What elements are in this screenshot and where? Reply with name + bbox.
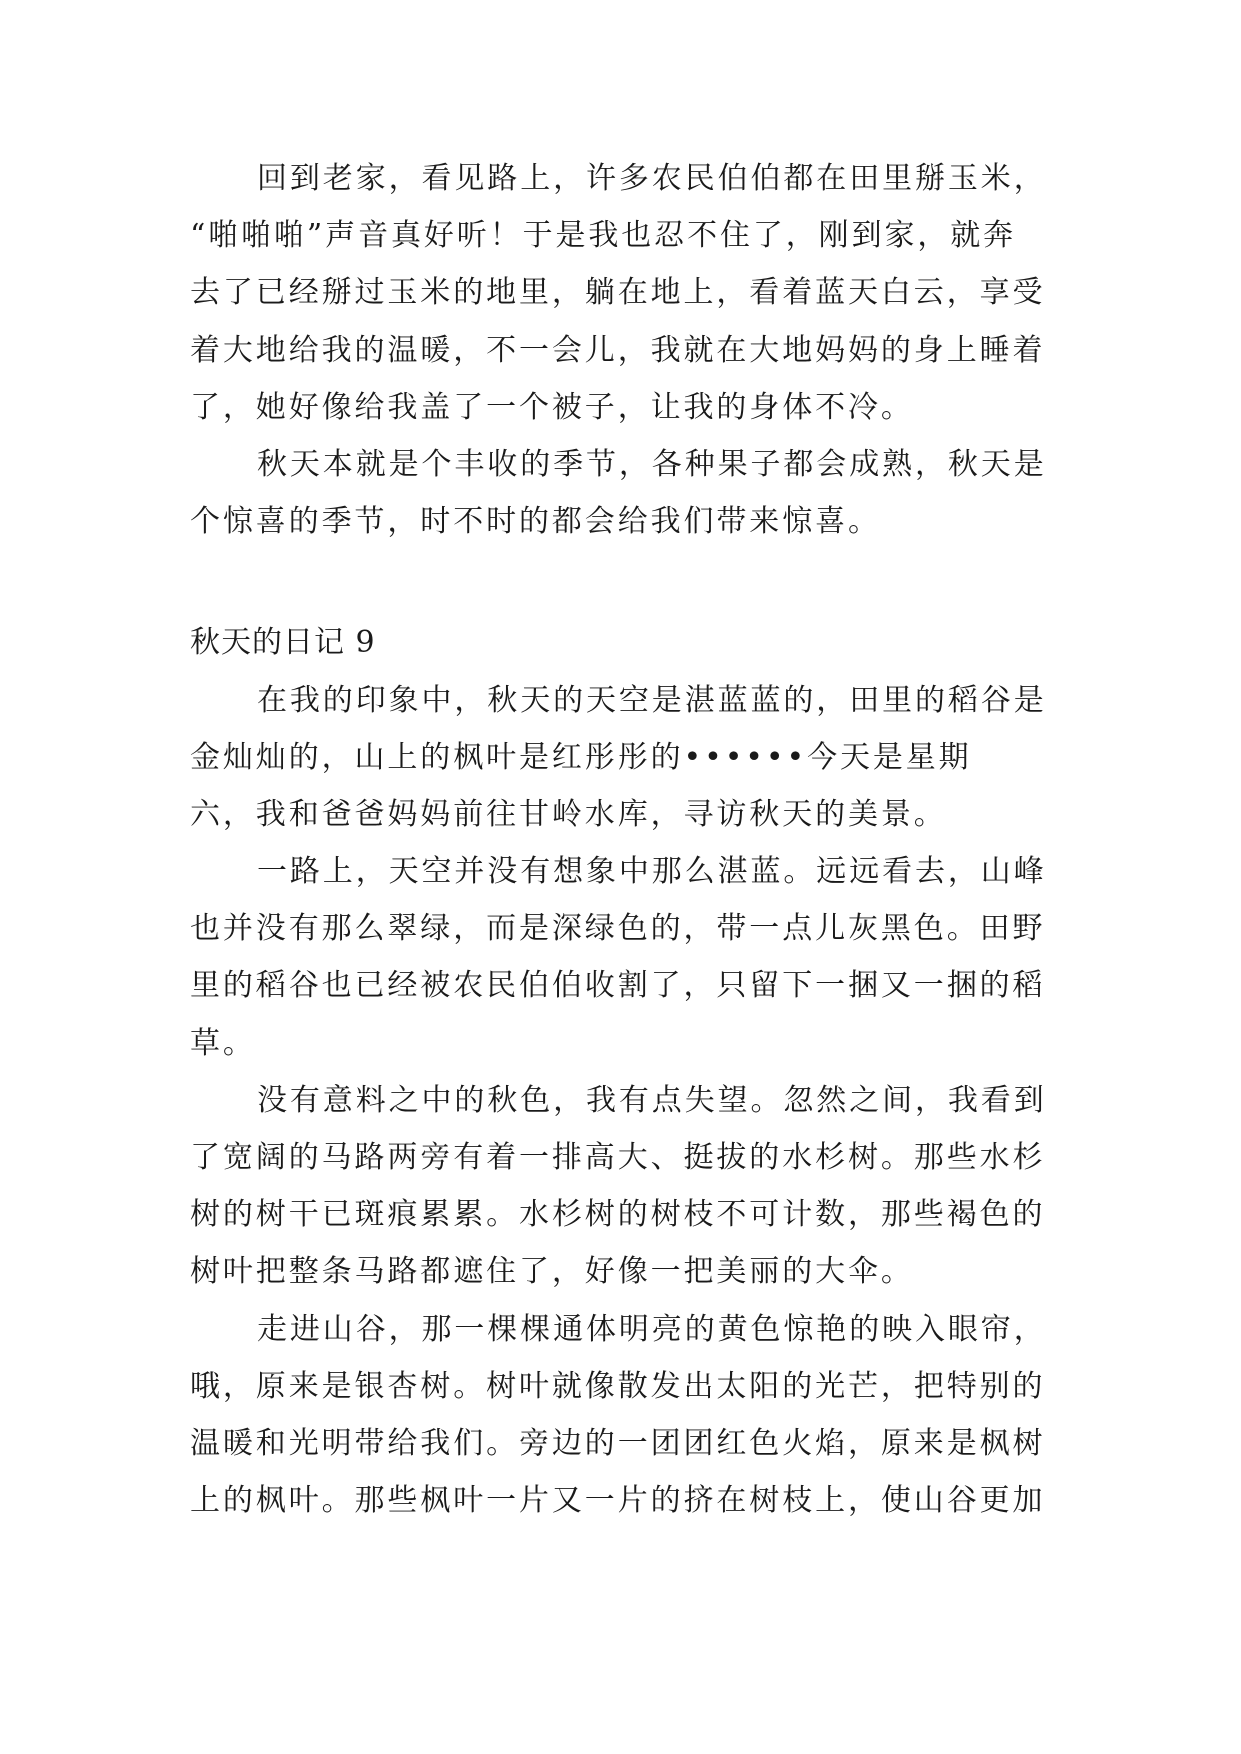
paragraph [190,1301,1051,1530]
section-spacer [190,550,1051,614]
text-line: 了，她好像给我盖了一个被子，让我的身体不冷。 [190,389,914,425]
text-line: 温暖和光明带给我们。旁边的一团团红色火焰，原来是枫树 [190,1425,1046,1461]
text-line: 走进山谷，那一棵棵通体明亮的黄色惊艳的映入眼帘， [257,1311,1047,1347]
text-line: 了宽阔的马路两旁有着一排高大、挺拔的水杉树。那些水杉 [190,1140,1046,1175]
text-line: 在我的印象中，秋天的天空是湛蓝蓝的，田里的稻谷是 [257,682,1047,718]
paragraph [190,150,1051,436]
text-line: 草。 [190,1025,256,1061]
text-line: 上的枫叶。那些枫叶一片又一片的挤在树枝上，使山谷更加 [190,1483,1046,1519]
document-page [190,150,1051,1529]
text-line: 树叶把整条马路都遮住了，好像一把美丽的大伞。 [190,1254,914,1290]
text-line: 着大地给我的温暖，不一会儿，我就在大地妈妈的身上睡着 [190,332,1046,368]
text-line: 回到老家，看见路上，许多农民伯伯都在田里掰玉米， [257,161,1047,196]
text-line: “啪啪啪”声音真好听！于是我也忍不住了，刚到家，就奔 [190,218,1017,254]
paragraph [190,843,1051,1072]
paragraph [190,436,1051,550]
text-line: 一路上，天空并没有想象中那么湛蓝。远远看去，山峰 [257,854,1047,890]
paragraph [190,672,1051,844]
text-line: 六，我和爸爸妈妈前往甘岭水库，寻访秋天的美景。 [190,796,947,832]
text-line: 也并没有那么翠绿，而是深绿色的，带一点儿灰黑色。田野 [190,911,1046,947]
text-line: 个惊喜的季节，时不时的都会给我们带来惊喜。 [190,504,881,540]
text-line: 哦，原来是银杏树。树叶就像散发出太阳的光芒，把特别的 [190,1368,1046,1404]
text-line: 金灿灿的，山上的枫叶是红彤彤的••••••今天是星期 [190,739,972,775]
text-line: 去了已经掰过玉米的地里，躺在地上，看着蓝天白云，享受 [190,275,1046,311]
text-line: 没有意料之中的秋色，我有点失望。忽然之间，我看到 [257,1082,1047,1118]
paragraph [190,1072,1051,1301]
section-heading: 秋天的日记 9 [190,625,376,661]
text-line: 秋天本就是个丰收的季节，各种果子都会成熟，秋天是 [257,446,1047,482]
text-line: 里的稻谷也已经被农民伯伯收割了，只留下一捆又一捆的稻 [190,968,1046,1004]
text-line: 树的树干已斑痕累累。水杉树的树枝不可计数，那些褐色的 [190,1197,1046,1233]
